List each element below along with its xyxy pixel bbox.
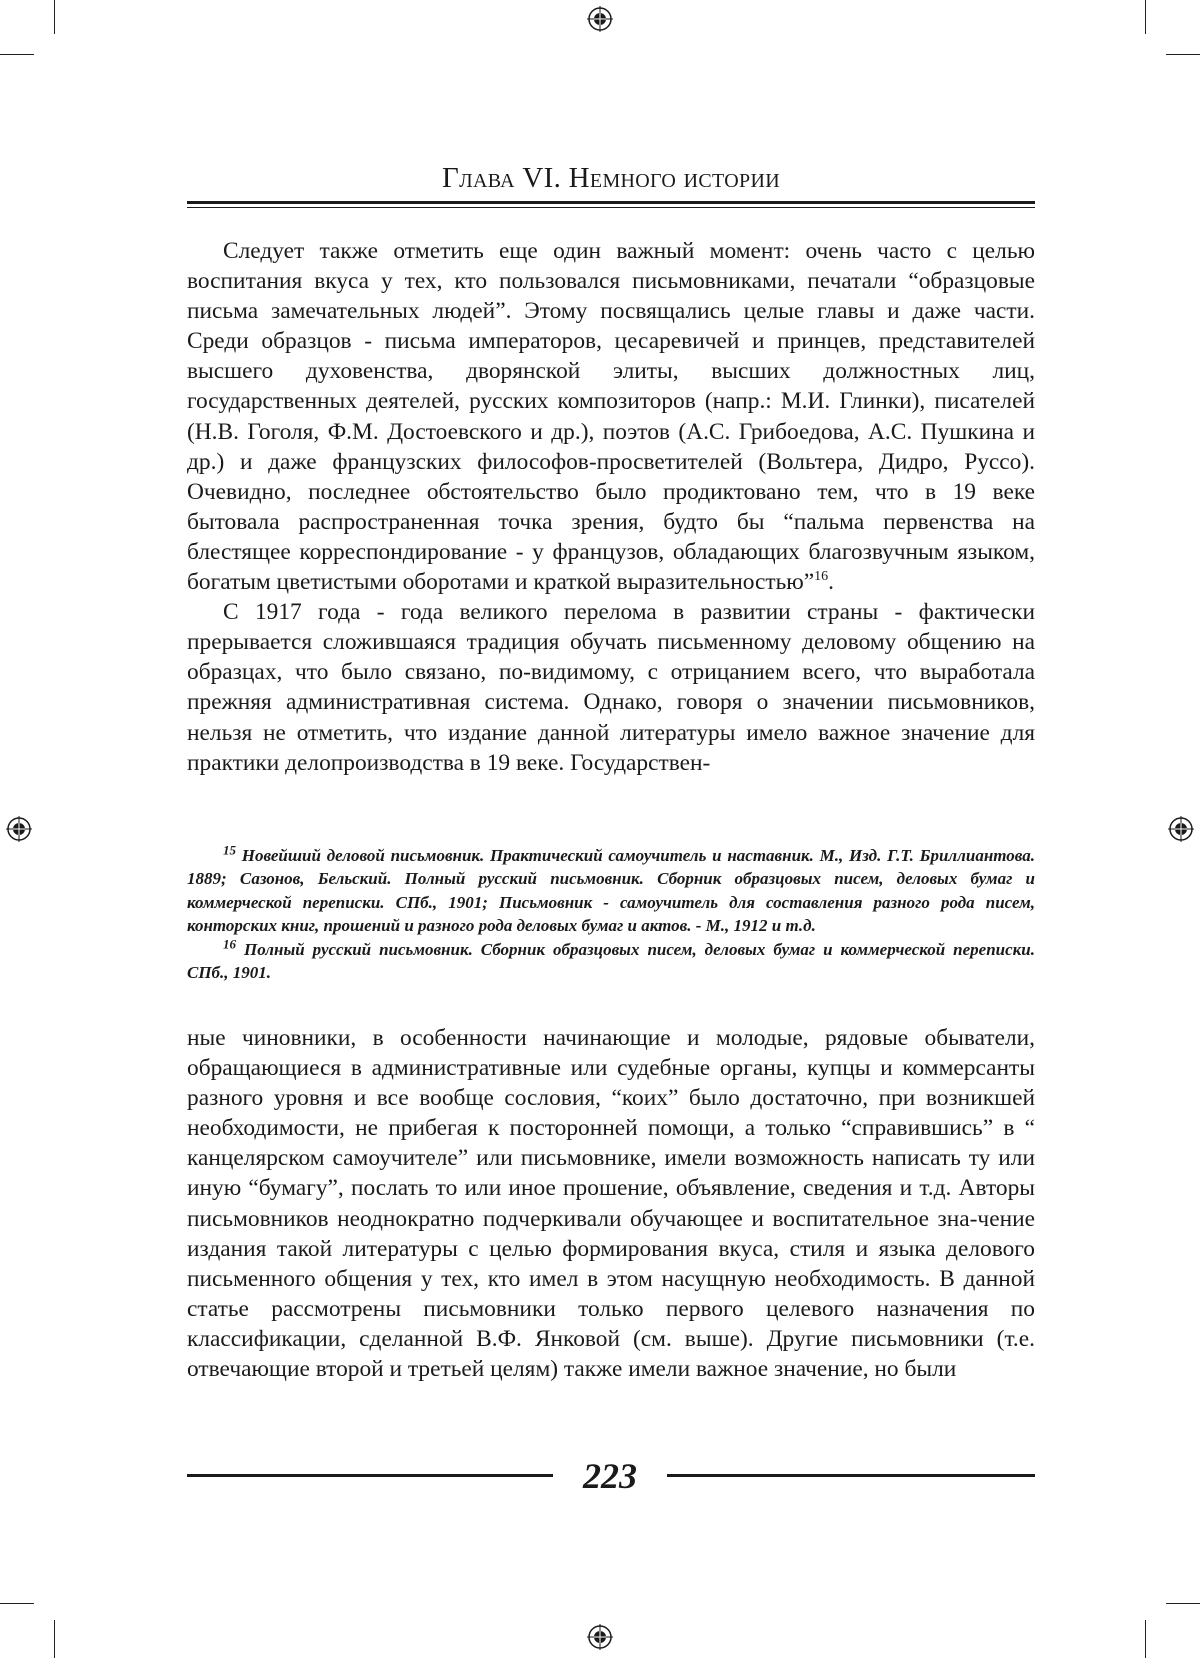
paragraph	[187, 236, 1035, 597]
registration-mark-icon	[587, 1624, 613, 1650]
punctuation: .	[828, 569, 834, 596]
body-text-upper	[187, 236, 1035, 778]
crop-mark	[54, 1620, 55, 1658]
crop-mark	[0, 1603, 34, 1604]
footnote-number: 15	[223, 842, 236, 858]
crop-mark	[54, 0, 55, 34]
registration-mark-icon	[1168, 816, 1194, 842]
footer-rule-right	[667, 1474, 1035, 1477]
footnote	[187, 935, 1036, 985]
crop-mark	[1166, 1603, 1200, 1604]
chapter-header: Глава VI. Немного истории	[442, 162, 780, 194]
footer-rule-left	[187, 1474, 553, 1477]
footnotes	[187, 844, 1035, 984]
registration-mark-icon	[587, 6, 613, 32]
footnote-ref[interactable]: 16	[814, 569, 829, 585]
footnote-number: 16	[223, 935, 236, 951]
crop-mark	[1145, 1620, 1146, 1658]
footnote	[187, 844, 1035, 938]
page-number: 223	[583, 1456, 637, 1496]
footnote-text: Новейший деловой письмовник. Практический самоучитель и наставник. М., Изд. Г.Т. Бриллиантова. 1889; Сазонов, Бельский. Полный русский письмовник. Сборник образцовых писем, деловых бумаг и коммерческой переписки. СПб., 1901; Письмовник - самоучитель для составления разного рода писем, конторских книг, прошений и разного рода деловых бумаг и актов. - М., 1912 и т.д.	[187, 846, 1036, 936]
header-rule	[187, 201, 1035, 204]
crop-mark	[0, 54, 34, 55]
paragraph-text: Следует также отметить еще один важный момент: очень часто с целью воспитания вкуса у тех, кто пользовался письмовниками, печатали “образцовые письма замечательных людей”. Этому посвящались целые главы и даже части. Среди образцов - письма императоров, цесаревичей и принцев, представителей высшего духовенства, дворянской элиты, высших должностных лиц, государственных деятелей, русских композиторов (напр.: М.И. Глинки), писателей (Н.В. Гоголя, Ф.М. Достоевского и др.), поэтов (А.С. Грибоедова, А.С. Пушкина и др.) и даже французских философов-просветителей (Вольтера, Дидро, Руссо). Очевидно, последнее обстоятельство было продиктовано тем, что в 19 веке бытовала распространенная точка зрения, будто бы “пальма первенства на блестящее корреспондирование - у французов, обладающих благозвучным языком, богатым цветистыми оборотами и краткой выразительностью”	[187, 238, 1035, 596]
crop-mark	[1145, 0, 1146, 34]
footnote-text: Полный русский письмовник. Сборник образцовых писем, деловых бумаг и коммерческой переписки. СПб., 1901.	[187, 939, 1036, 983]
header-rule-thin	[187, 207, 1035, 208]
paragraph-continuation: ные чиновники, в особенности начинающие и молодые, рядовые обыватели, обращающиеся в административные или судебные органы, купцы и коммерсанты разного уровня и все вообще сословия, “коих” было достаточно, при возникшей необходимости, не прибегая к посторонней помощи, а только “справившись” в “ канцелярском самоучителе” или письмовнике, имели возможность написать ту или иную “бумагу”, послать то или иное прошение, объявление, сведения и т.д. Авторы письмовников неоднократно подчеркивали обучающее и воспитательное зна-чение издания такой литературы с целью формирования вкуса, стиля и языка делового письменного общения у тех, кто имел в этом насущную необходимость. В данной статье рассмотрены письмовники только первого целевого назначения по классификации, сделанной В.Ф. Янковой (см. выше). Другие письмовники (т.е. отвечающие второй и третьей целям) также имели важное значение, но были	[187, 1025, 1035, 1383]
crop-mark	[1166, 54, 1200, 55]
registration-mark-icon	[6, 816, 32, 842]
body-text-lower	[187, 1023, 1035, 1384]
paragraph: С 1917 года - года великого перелома в развитии страны - фактически прерывается сложившаяся традиция обучать письменному деловому общению на образцах, что было связано, по-видимому, с отрицанием всего, что выработала прежняя административная система. Однако, говоря о значении письмовников, нельзя не отметить, что издание данной литературы имело важное значение для практики делопроизводства в 19 веке. Государствен-	[187, 599, 1035, 776]
